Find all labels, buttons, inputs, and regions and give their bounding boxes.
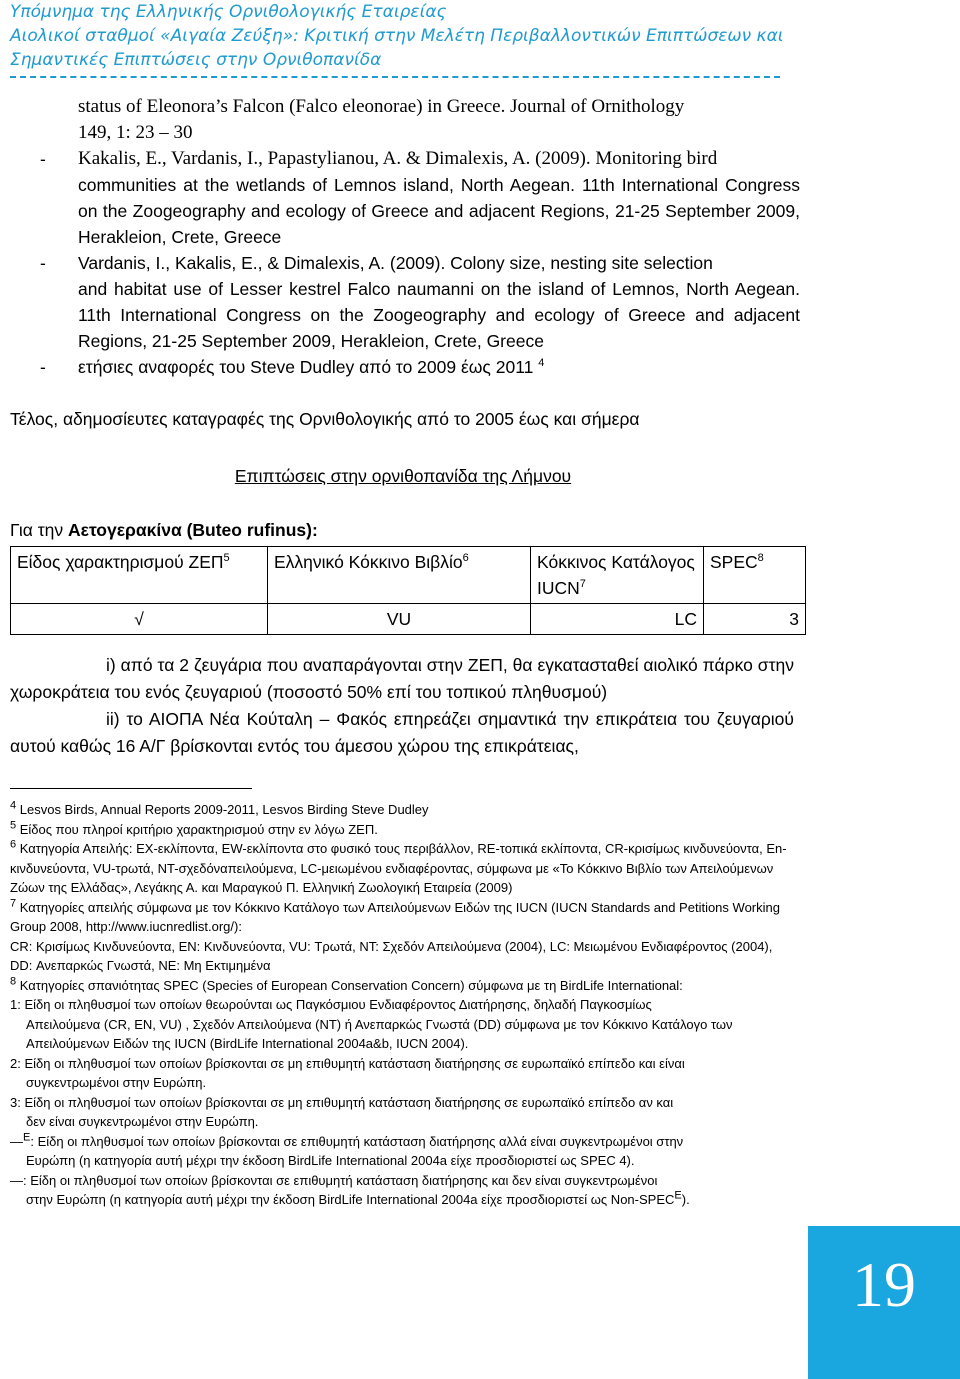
reference-text: Kakalis, E., Vardanis, I., Papastylianou, A. & Dimalexis, A. (2009). Monitoring bird [78,148,718,169]
footnote: $^7$ Κατηγορίες απειλής σύμφωνα με τον Κόκκινο Κατάλογο των Απειλούμενων Ειδών της IUCN (IUCN Standards and Petitions Working Group 2008, http://www.iucnredlist.org/): [10,897,780,934]
species-name: Αετογερακίνα (Buteo rufinus): [68,520,318,540]
page-header [10,0,950,72]
species-prefix: Για την [10,520,69,540]
footnote-line: 1: Είδη οι πληθυσμοί των οποίων θεωρούνται ως Παγκόσμιου Ενδιαφέροντος Διατήρησης, δηλαδή Παγκοσμίως Απειλούμενα (CR, EN, VU) , Σχεδόν Απειλούμενα (NT) ή Ανεπαρκώς Γνωστά (DD) σύμφωνα με τον Κόκκινο Κατάλογο των Απειλούμενων Ειδών της IUCN (BirdLife International 2004a&b, IUCN 2004). [10,997,733,1051]
table-row [11,604,806,635]
page-number-tab [808,1226,960,1379]
footnote-ref: 4 [538,357,545,370]
table-header-cell: Κόκκινος Κατάλογος IUCN$^7$ [531,547,704,604]
list-bullet: - [40,253,46,273]
table-cell: √ [11,604,268,635]
reference-text-body: ετήσιες αναφορές του Steve Dudley από το 2009 έως 2011 [78,357,534,377]
footnote-line: 2: Είδη οι πληθυσμοί των οποίων βρίσκονται σε μη επιθυμητή κατάσταση διατήρησης σε ευρωπαϊκό επίπεδο και είναι συγκεντρωμένοι στην Ευρώπη. [10,1055,685,1090]
body-paragraphs [10,652,794,760]
table-cell: LC [531,604,704,635]
footnote: $^6$ Κατηγορία Απειλής: ΕΧ-εκλίποντα, EW-εκλίποντα στο φυσικό τους περιβάλλον, RE-τοπικά εκλίποντα, CR-κρισίμως κινδυνεύοντα, En-κινδυνεύοντα, VU-τρωτά, NT-σχεδόναπειλούμενα, LC-μειωμένου ενδιαφέροντας, σύμφωνα με «Το Κόκκινο Βιβλίο των Απειλούμενων Ζώων της Ελλάδας», Λεγάκης Α. και Μαραγκού Π. Ελληνική Ζωολογική Εταιρεία (2009) [10,838,787,895]
table-cell: 3 [704,604,806,635]
footnote-separator [10,788,252,789]
table-header-cell: Είδος χαρακτηρισμού ΖΕΠ$^5$ [11,547,268,604]
table-header-cell: Ελληνικό Κόκκινο Βιβλίο$^6$ [268,547,531,604]
header-line-2: Αιολικοί σταθμοί «Αιγαία Ζεύξη»: Κριτική στην Μελέτη Περιβαλλοντικών Επιπτώσεων και [10,26,784,46]
references-list [40,94,800,380]
species-label [10,520,318,541]
reference-item [40,146,800,172]
footnote-line: CR: Κρισίμως Κινδυνεύοντα, EN: Κινδυνεύοντα, VU: Τρωτά, NT: Σχεδόν Απειλούμενα (2004), LC: Μειωμένου Ενδιαφέροντος (2004), DD: Ανεπαρκώς Γνωστά, NE: Μη Εκτιμημένα [10,938,773,973]
list-bullet: - [40,149,46,169]
table-header-cell: SPEC$^8$ [704,547,806,604]
reference-continuation: status of Eleonora’s Falcon (Falco eleonorae) in Greece. Journal of Ornithology [78,96,685,117]
body-paragraph: ii) το ΑΙΟΠΑ Νέα Κούταλη – Φακός επηρεάζει σημαντικά την επικράτεια του ζευγαριού αυτού καθώς 16 Α/Γ βρίσκονται εντός του άμεσου χώρου της επικράτειας, [10,709,794,756]
footnote: $^8$ Κατηγορίες σπανιότητας SPEC (Species of European Conservation Concern) σύμφωνα με τη BirdLife International: [10,975,683,993]
status-table [10,546,806,635]
section-title: Επιπτώσεις στην ορνιθοπανίδα της Λήμνου [234,466,572,486]
page-number: 19 [852,1249,916,1320]
reference-continuation: and habitat use of Lesser kestrel Falco naumanni on the island of Lemnos, North Aegean. 11th International Congress on the Zoogeography and ecology of Greece and adjacent Regions, 21-25 September 2009, Herakleion, Crete, Greece [78,279,800,351]
reference-text: Vardanis, I., Kakalis, E., & Dimalexis, A. (2009). Colony size, nesting site selection [78,253,713,273]
footnote-line: —: Είδη οι πληθυσμοί των οποίων βρίσκονται σε επιθυμητή κατάσταση διατήρησης και δεν είναι συγκεντρωμένοι στην Ευρώπη (η κατηγορία αυτή μέχρι την έκδοση BirdLife International 2004a είχε προσδιοριστεί ως Non-$SPEC^E$). [10,1172,690,1207]
reference-item [40,250,800,276]
header-divider [10,76,780,78]
reference-text [78,354,800,380]
list-bullet: - [40,357,46,377]
footnotes [10,800,790,1210]
footnote-line: —$^E$: Είδη οι πληθυσμοί των οποίων βρίσκονται σε επιθυμητή κατάσταση διατήρησης αλλά είναι συγκεντρωμένοι στην Ευρώπη (η κατηγορία αυτή μέχρι την έκδοση BirdLife International 2004a είχε προσδιοριστεί ως SPEC 4). [10,1131,684,1168]
header-line-1: Υπόμνημα της Ελληνικής Ορνιθολογικής Εταιρείας [10,2,447,22]
footnote-line: 3: Είδη οι πληθυσμοί των οποίων βρίσκονται σε μη επιθυμητή κατάσταση διατήρησης σε ευρωπαϊκό επίπεδο αν και δεν είναι συγκεντρωμένοι στην Ευρώπη. [10,1094,674,1129]
footnote: $^4$ Lesvos Birds, Annual Reports 2009-2011, Lesvos Birding Steve Dudley [10,799,429,817]
reference-item [40,354,800,380]
header-line-3: Σημαντικές Επιπτώσεις στην Ορνιθοπανίδα [10,50,382,70]
table-header-row [11,547,806,604]
footnote: $^5$ Είδος που πληροί κριτήριο χαρακτηρισμού στην εν λόγω ΖΕΠ. [10,819,378,837]
reference-continuation: 149, 1: 23 – 30 [78,122,193,143]
table-cell: VU [268,604,531,635]
body-paragraph: i) από τα 2 ζευγάρια που αναπαράγονται στην ΖΕΠ, θα εγκατασταθεί αιολικό πάρκο στην χωροκράτεια του ενός ζευγαριού (ποσοστό 50% επί του τοπικού πληθυσμού) [10,655,794,702]
reference-continuation: communities at the wetlands of Lemnos island, North Aegean. 11th International Congress on the Zoogeography and ecology of Greece and adjacent Regions, 21-25 September 2009, Herakleion, Crete, Greece [78,175,800,247]
closing-sentence: Τέλος, αδημοσίευτες καταγραφές της Ορνιθολογικής από το 2005 έως και σήμερα [10,409,640,429]
